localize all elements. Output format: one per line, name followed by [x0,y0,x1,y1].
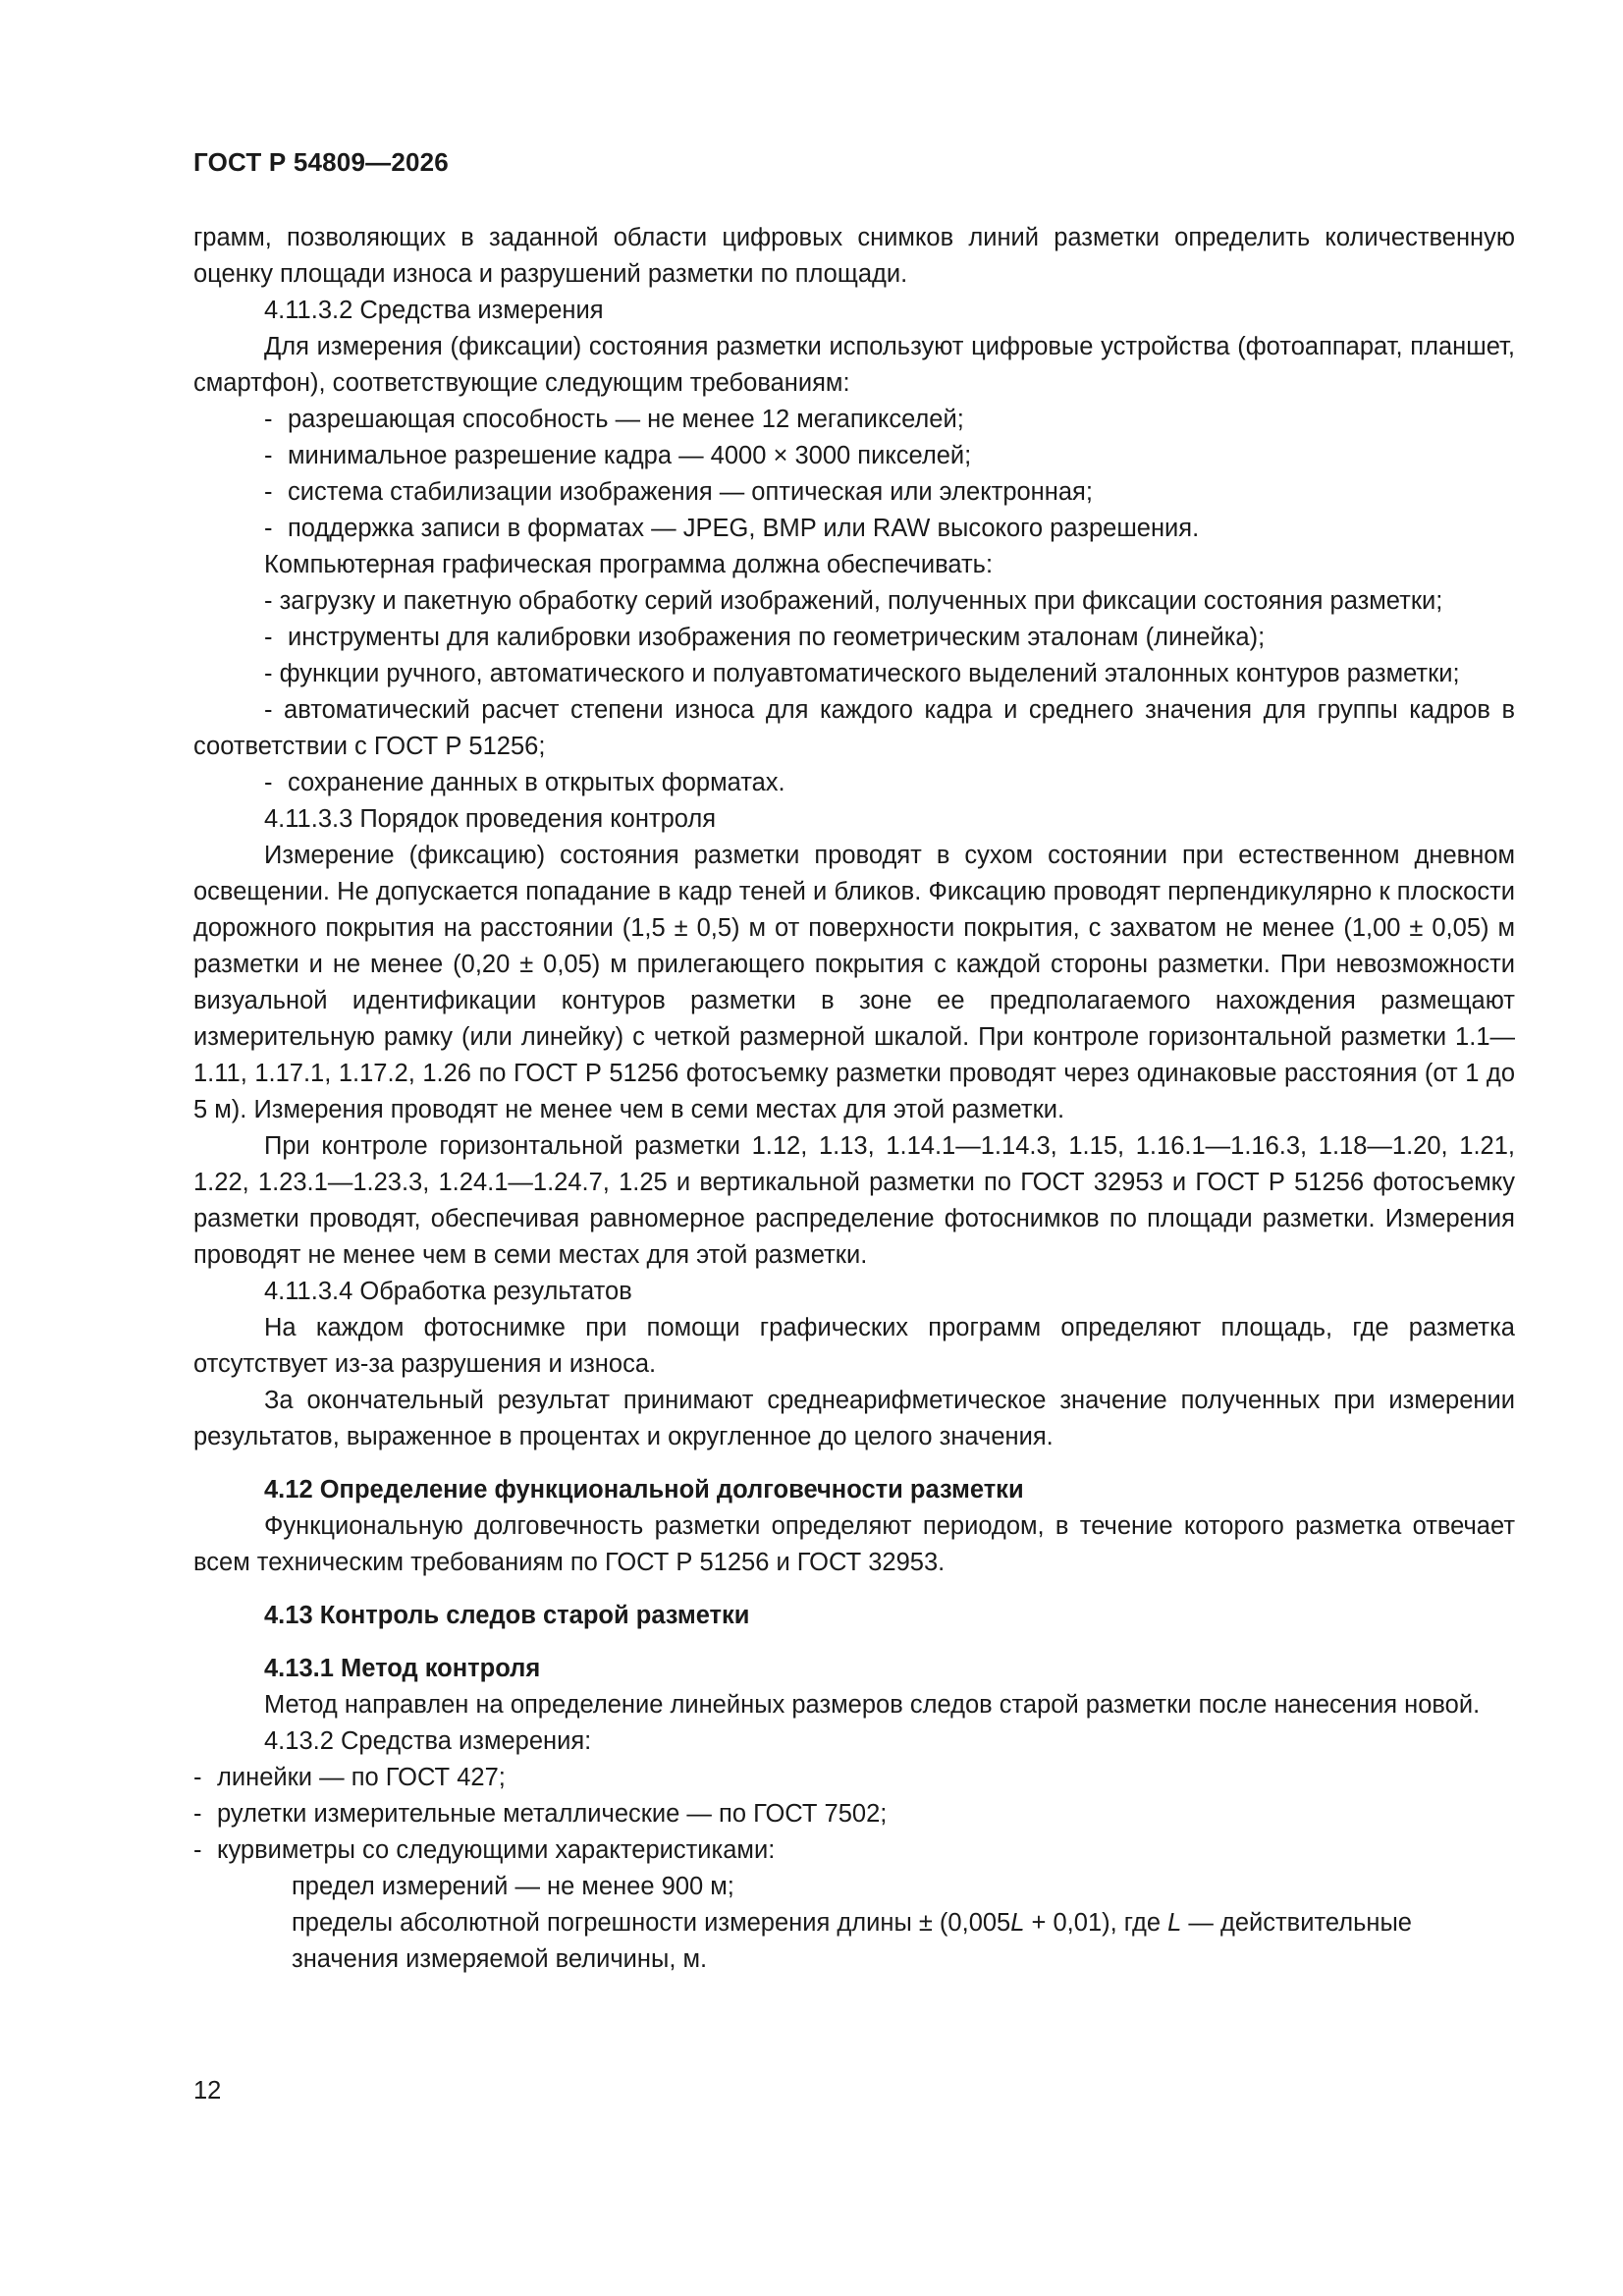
dash-marker: - [264,515,273,542]
list-item [193,402,1515,438]
dash-marker: - [264,769,273,796]
list-item-text: рулетки измерительные металлические — по ГОСТ 7502; [217,1800,888,1828]
list-item [193,1760,1515,1796]
document-header: ГОСТ Р 54809—2026 [193,147,449,177]
paragraph: При контроле горизонтальной разметки 1.12, 1.13, 1.14.1—1.14.3, 1.15, 1.16.1—1.16.3, 1.18—1.20, 1.21, 1.22, 1.23.1—1.23.3, 1.24.1—1.24.7, 1.25 и вертикальной разметки по ГОСТ 32953 и ГОСТ Р 51256 фотосъемку разметки проводят, обеспечивая равномерное распределение фотоснимков по площади разметки. Измерения проводят не менее чем в семи местах для этой разметки. [193,1132,1515,1269]
dash-marker: - [193,1836,202,1864]
list-item-text: поддержка записи в форматах — JPEG, BMP или RAW высокого разрешения. [288,515,1200,542]
list-item-wrapped: - функции ручного, автоматического и полуавтоматического выделений эталонных контуров разметки; [264,660,1460,687]
sub-list-text: — действительные значения измеряемой величины, м. [292,1909,1412,1973]
list-item [193,511,1515,547]
dash-marker: - [264,478,273,506]
section-heading: 4.13 Контроль следов старой разметки [264,1602,750,1629]
list-item-text: минимальное разрешение кадра — 4000 × 3000 пикселей; [288,442,972,469]
dash-marker: - [193,1800,202,1828]
list-item [193,765,1515,801]
variable-l: L [1010,1909,1025,1937]
paragraph: Измерение (фиксацию) состояния разметки проводят в сухом состоянии при естественном дневном освещении. Не допускается попадание в кадр теней и бликов. Фиксацию проводят перпендикулярно к плоскости дорожного покрытия на расстоянии (1,5 ± 0,5) м от поверхности покрытия, с захватом не менее (1,00 ± 0,05) м разметки и не менее (0,20 ± 0,05) м прилегающего покрытия с каждой стороны разметки. При невозможности визуальной идентификации контуров разметки в зоне ее предполагаемого нахождения размещают измерительную рамку (или линейку) с четкой размерной шкалой. При контроле горизонтальной разметки 1.1—1.11, 1.17.1, 1.17.2, 1.26 по ГОСТ Р 51256 фотосъемку разметки проводят через одинаковые расстояния (от 1 до 5 м). Измерения проводят не менее чем в семи местах для этой разметки. [193,842,1515,1123]
list-item-text: курвиметры со следующими характеристиками: [217,1836,776,1864]
sub-list-item: предел измерений — не менее 900 м; [292,1873,734,1900]
paragraph: На каждом фотоснимке при помощи графических программ определяют площадь, где разметка отсутствует из-за разрушения и износа. [193,1314,1515,1378]
section-heading: 4.12 Определение функциональной долговечности разметки [264,1476,1024,1503]
sub-list-item [193,1905,1515,1978]
dash-marker: - [264,442,273,469]
paragraph: За окончательный результат принимают среднеарифметическое значение полученных при измерении результатов, выраженное в процентах и округленное до целого значения. [193,1387,1515,1450]
list-item-text: сохранение данных в открытых форматах. [288,769,785,796]
list-item-wrapped: - загрузку и пакетную обработку серий изображений, полученных при фиксации состояния разметки; [264,587,1443,615]
list-item [193,474,1515,511]
subsection-heading-bold: 4.13.1 Метод контроля [264,1655,541,1682]
paragraph: Компьютерная графическая программа должна обеспечивать: [264,551,994,578]
list-item-text: инструменты для калибровки изображения по геометрическим эталонам (линейка); [288,624,1266,651]
subsection-heading: 4.11.3.4 Обработка результатов [264,1278,632,1305]
sub-list-text: пределы абсолютной погрешности измерения длины ± (0,005 [292,1909,1011,1937]
dash-marker: - [193,1764,202,1791]
list-item-text: разрешающая способность — не менее 12 мегапикселей; [288,406,964,433]
list-item-text: линейки — по ГОСТ 427; [217,1764,506,1791]
list-item [193,438,1515,474]
subsection-heading: 4.11.3.2 Средства измерения [264,297,604,324]
page-body [193,220,1515,1978]
page-number: 12 [193,2077,222,2105]
list-item-wrapped: - автоматический расчет степени износа для каждого кадра и среднего значения для группы кадров в соответствии с ГОСТ Р 51256; [193,696,1515,760]
dash-marker: - [264,406,273,433]
paragraph-continuation: грамм, позволяющих в заданной области цифровых снимков линий разметки определить количественную оценку площади износа и разрушений разметки по площади. [193,224,1515,288]
dash-marker: - [264,624,273,651]
subsection-heading: 4.11.3.3 Порядок проведения контроля [264,805,717,833]
list-item [193,1796,1515,1832]
subsection-heading: 4.13.2 Средства измерения: [264,1727,592,1755]
paragraph: Для измерения (фиксации) состояния разметки используют цифровые устройства (фотоаппарат, планшет, смартфон), соответствующие следующим требованиям: [193,333,1515,397]
list-item [193,620,1515,656]
sub-list-text: + 0,01), где [1024,1909,1168,1937]
variable-l: L [1167,1909,1182,1937]
paragraph: Метод направлен на определение линейных размеров следов старой разметки после нанесения новой. [264,1691,1481,1719]
list-item-text: система стабилизации изображения — оптическая или электронная; [288,478,1093,506]
paragraph: Функциональную долговечность разметки определяют периодом, в течение которого разметка отвечает всем техническим требованиям по ГОСТ Р 51256 и ГОСТ 32953. [193,1512,1515,1576]
list-item [193,1832,1515,1869]
